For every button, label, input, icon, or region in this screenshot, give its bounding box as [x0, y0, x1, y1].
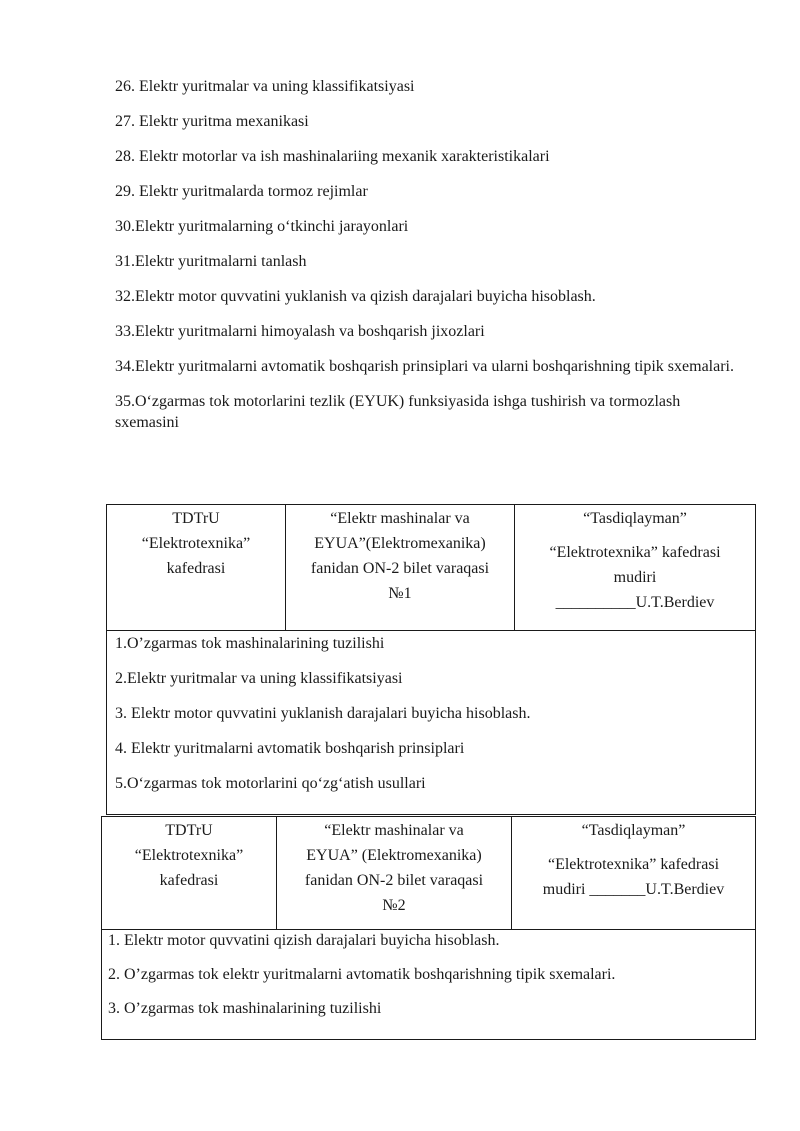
- ticket-question: 2. O’zgarmas tok elektr yuritmalarni avtomatik boshqarishning tipik sxemalari.: [108, 966, 616, 983]
- ticket-number: №2: [382, 897, 406, 914]
- department-cell: [102, 817, 277, 930]
- department-name: “Elektrotexnika”: [134, 847, 244, 864]
- subject-line: fanidan ON-2 bilet varaqasi: [304, 872, 484, 889]
- question-item: 33.Elektr yuritmalarni himoyalash va boshqarish jixozlari: [115, 323, 485, 340]
- exam-ticket-2: [101, 816, 756, 1040]
- question-item: 31.Elektr yuritmalarni tanlash: [115, 253, 307, 270]
- university-name: TDTrU: [165, 822, 213, 839]
- subject-line: EYUA”(Elektromexanika): [314, 535, 486, 552]
- ticket-question: 5.O‘zgarmas tok motorlarini qo‘zg‘atish usullari: [115, 775, 426, 792]
- ticket-question: 3. O’zgarmas tok mashinalarining tuzilishi: [108, 1000, 382, 1017]
- question-item: 27. Elektr yuritma mexanikasi: [115, 113, 309, 130]
- ticket-question: 4. Elektr yuritmalarni avtomatik boshqarish prinsiplari: [115, 740, 465, 757]
- department-name: “Elektrotexnika”: [141, 535, 251, 552]
- question-item: 29. Elektr yuritmalarda tormoz rejimlar: [115, 183, 368, 200]
- ticket-question: 3. Elektr motor quvvatini yuklanish darajalari buyicha hisoblash.: [115, 705, 531, 722]
- ticket-question: 1. Elektr motor quvvatini qizish darajalari buyicha hisoblash.: [108, 932, 500, 949]
- ticket-question: 2.Elektr yuritmalar va uning klassifikatsiyasi: [115, 670, 403, 687]
- approval-signature: __________U.T.Berdiev: [555, 594, 715, 611]
- subject-line: EYUA” (Elektromexanika): [306, 847, 482, 864]
- ticket-number: №1: [388, 585, 412, 602]
- question-item: 34.Elektr yuritmalarni avtomatik boshqarish prinsiplari va ularni boshqarishning tipik sxemalari.: [115, 358, 734, 375]
- approval-cell: [512, 817, 756, 930]
- ticket-questions-cell: [107, 631, 756, 815]
- question-item: 32.Elektr motor quvvatini yuklanish va qizish darajalari buyicha hisoblash.: [115, 288, 596, 305]
- approval-title: “Tasdiqlayman”: [581, 822, 686, 839]
- subject-line: “Elektr mashinalar va: [330, 510, 470, 527]
- approval-title: “Tasdiqlayman”: [583, 510, 687, 527]
- subject-cell: [277, 817, 512, 930]
- subject-line: fanidan ON-2 bilet varaqasi: [310, 560, 490, 577]
- approval-line: “Elektrotexnika” kafedrasi: [547, 856, 720, 873]
- university-name: TDTrU: [172, 510, 220, 527]
- approval-line: mudiri: [613, 569, 657, 586]
- subject-cell: [286, 505, 515, 631]
- subject-line: “Elektr mashinalar va: [324, 822, 464, 839]
- department-label: kafedrasi: [159, 872, 219, 889]
- question-item: 35.O‘zgarmas tok motorlarini tezlik (EYUK) funksiyasida ishga tushirish va tormozlash sxemasini: [115, 393, 681, 431]
- approval-signature: mudiri _______U.T.Berdiev: [542, 881, 725, 898]
- approval-line: “Elektrotexnika” kafedrasi: [549, 544, 721, 561]
- question-list: [115, 76, 735, 447]
- approval-cell: [515, 505, 756, 631]
- department-label: kafedrasi: [166, 560, 226, 577]
- exam-ticket-1: [106, 504, 756, 815]
- question-item: 28. Elektr motorlar va ish mashinalariing mexanik xarakteristikalari: [115, 148, 550, 165]
- question-item: 26. Elektr yuritmalar va uning klassifikatsiyasi: [115, 78, 415, 95]
- department-cell: [107, 505, 286, 631]
- ticket-questions-cell: [102, 930, 756, 1040]
- question-item: 30.Elektr yuritmalarning o‘tkinchi jarayonlari: [115, 218, 409, 235]
- ticket-question: 1.O’zgarmas tok mashinalarining tuzilishi: [115, 635, 385, 652]
